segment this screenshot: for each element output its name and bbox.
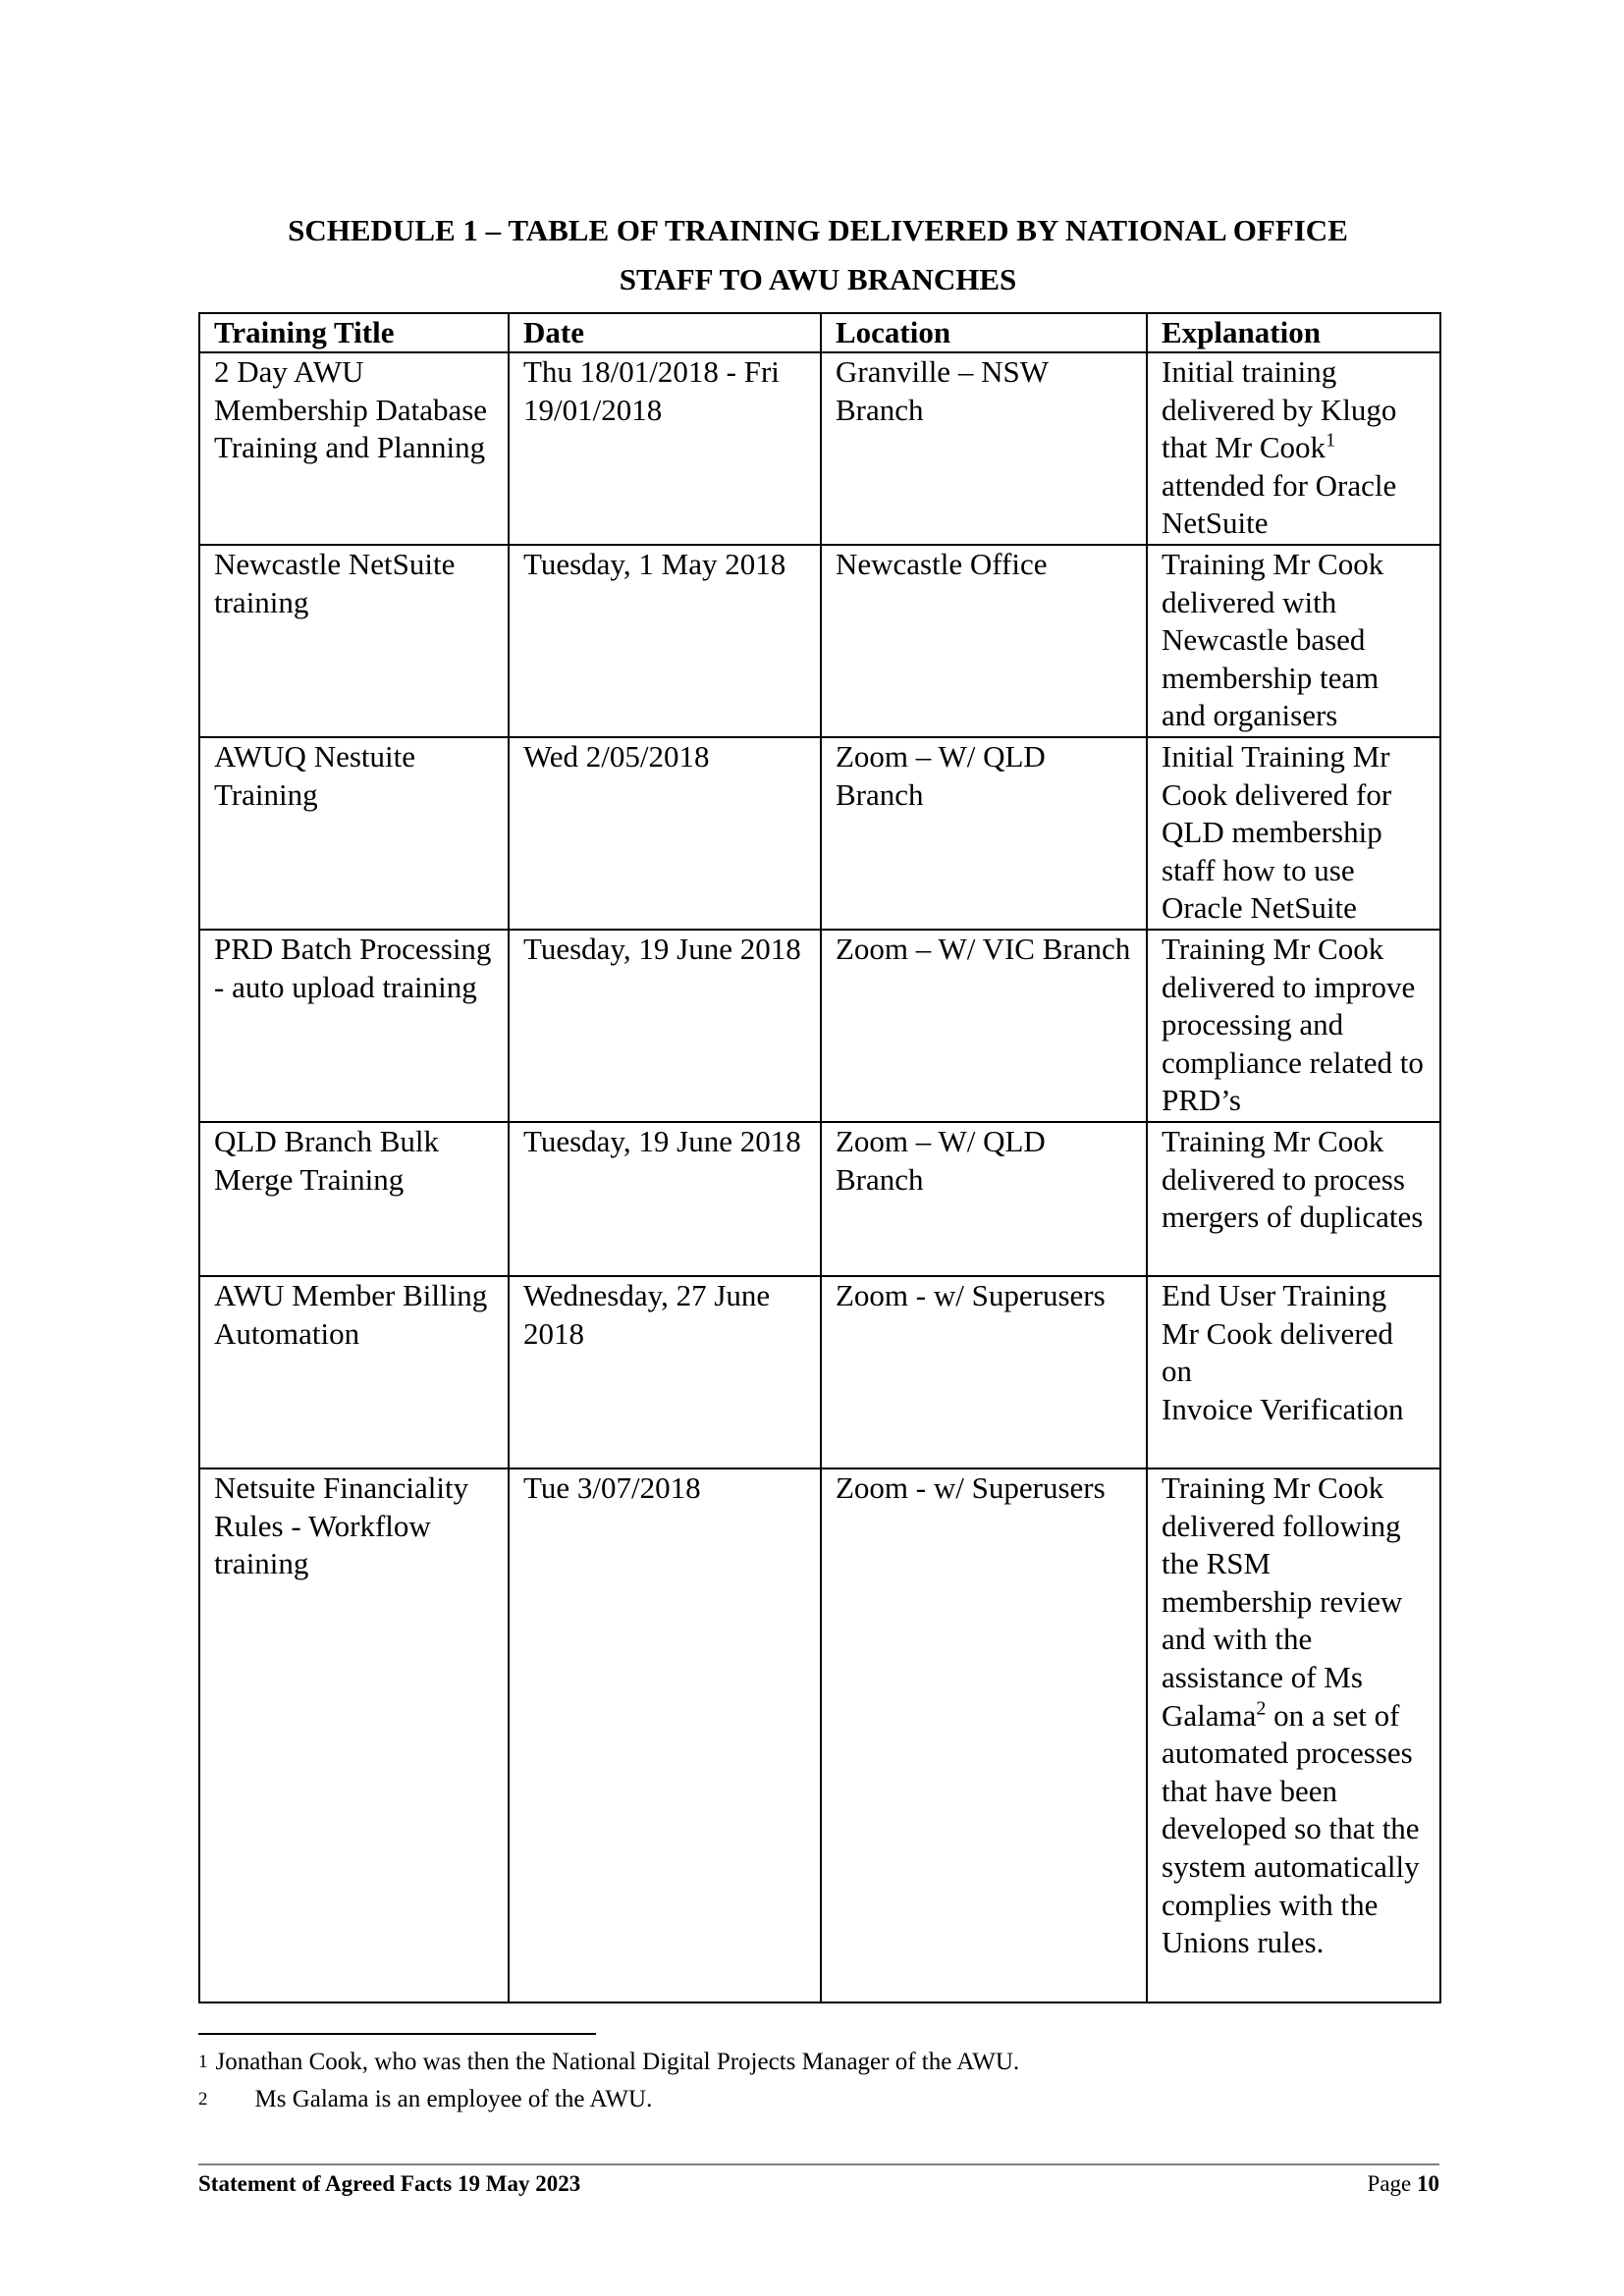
footnote-number: 1 <box>198 2052 208 2072</box>
title-line-2: STAFF TO AWU BRANCHES <box>619 262 1017 296</box>
training-table <box>198 312 1441 2003</box>
footnote-text: Ms Galama is an employee of the AWU. <box>254 2086 653 2112</box>
cell-location: Zoom - w/ Superusers <box>821 1276 1147 1468</box>
cell-explanation: Initial Training Mr Cook delivered for QLD membership staff how to use Oracle NetSuite <box>1147 737 1440 930</box>
header-explanation: Explanation <box>1147 313 1440 352</box>
cell-training-title: Netsuite Financiality Rules - Workflow training <box>199 1468 509 2002</box>
cell-date: Thu 18/01/2018 - Fri 19/01/2018 <box>509 352 821 545</box>
cell-date: Tue 3/07/2018 <box>509 1468 821 2002</box>
cell-date: Tuesday, 19 June 2018 <box>509 1122 821 1276</box>
footnote-ref-2: 2 <box>1256 1697 1267 1720</box>
cell-training-title: QLD Branch Bulk Merge Training <box>199 1122 509 1276</box>
explanation-text: Initial training delivered by Klugo that Mr Cook <box>1162 354 1397 465</box>
table-row <box>199 1468 1440 2002</box>
cell-location: Zoom – W/ VIC Branch <box>821 930 1147 1122</box>
title-line-1: SCHEDULE 1 – TABLE OF TRAINING DELIVERED BY NATIONAL OFFICE <box>288 213 1348 247</box>
table-row <box>199 352 1440 545</box>
header-training-title: Training Title <box>199 313 509 352</box>
explanation-text: Invoice Verification <box>1162 1391 1404 1426</box>
footnote-text: Jonathan Cook, who was then the National Digital Projects Manager of the AWU. <box>215 2049 1020 2075</box>
table-header-row <box>199 313 1440 352</box>
cell-explanation <box>1147 1468 1440 2002</box>
cell-date: Wednesday, 27 June 2018 <box>509 1276 821 1468</box>
cell-location: Granville – NSW Branch <box>821 352 1147 545</box>
explanation-text: on a set of automated processes that have been developed so that the system automatically complies with the Unions rules. <box>1162 1697 1420 1960</box>
table-row <box>199 545 1440 737</box>
cell-training-title: AWU Member Billing Automation <box>199 1276 509 1468</box>
cell-explanation <box>1147 352 1440 545</box>
cell-location: Zoom - w/ Superusers <box>821 1468 1147 2002</box>
header-location: Location <box>821 313 1147 352</box>
explanation-text: attended for Oracle NetSuite <box>1162 467 1397 541</box>
explanation-text: Training Mr Cook delivered following the RSM membership review and with the assistance of Ms Galama <box>1162 1470 1403 1733</box>
cell-date: Tuesday, 19 June 2018 <box>509 930 821 1122</box>
cell-training-title: PRD Batch Processing - auto upload training <box>199 930 509 1122</box>
cell-explanation: Training Mr Cook delivered to process mergers of duplicates <box>1147 1122 1440 1276</box>
cell-location: Zoom – W/ QLD Branch <box>821 737 1147 930</box>
page-number-value: 10 <box>1417 2171 1439 2196</box>
explanation-text: End User Training Mr Cook delivered on <box>1162 1278 1393 1389</box>
footer-separator <box>198 2163 1439 2165</box>
cell-explanation: Training Mr Cook delivered to improve processing and compliance related to PRD’s <box>1147 930 1440 1122</box>
footer-document-title: Statement of Agreed Facts 19 May 2023 <box>198 2171 581 2196</box>
cell-explanation <box>1147 1276 1440 1468</box>
table-row <box>199 1122 1440 1276</box>
header-date: Date <box>509 313 821 352</box>
cell-date: Wed 2/05/2018 <box>509 737 821 930</box>
footnote-2 <box>198 2085 652 2114</box>
footnote-separator <box>198 2033 596 2035</box>
cell-training-title: 2 Day AWU Membership Database Training and Planning <box>199 352 509 545</box>
cell-location: Zoom – W/ QLD Branch <box>821 1122 1147 1276</box>
table-row <box>199 737 1440 930</box>
cell-date: Tuesday, 1 May 2018 <box>509 545 821 737</box>
cell-training-title: Newcastle NetSuite training <box>199 545 509 737</box>
cell-explanation: Training Mr Cook delivered with Newcastle based membership team and organisers <box>1147 545 1440 737</box>
table-row <box>199 1276 1440 1468</box>
footnote-1 <box>198 2048 1019 2077</box>
table-row <box>199 930 1440 1122</box>
page-number <box>1368 2169 1439 2199</box>
page-title <box>196 206 1439 304</box>
page-label: Page <box>1367 2171 1412 2196</box>
footnote-number: 2 <box>198 2089 208 2109</box>
cell-location: Newcastle Office <box>821 545 1147 737</box>
footnote-ref-1: 1 <box>1326 429 1336 452</box>
cell-training-title: AWUQ Nestuite Training <box>199 737 509 930</box>
